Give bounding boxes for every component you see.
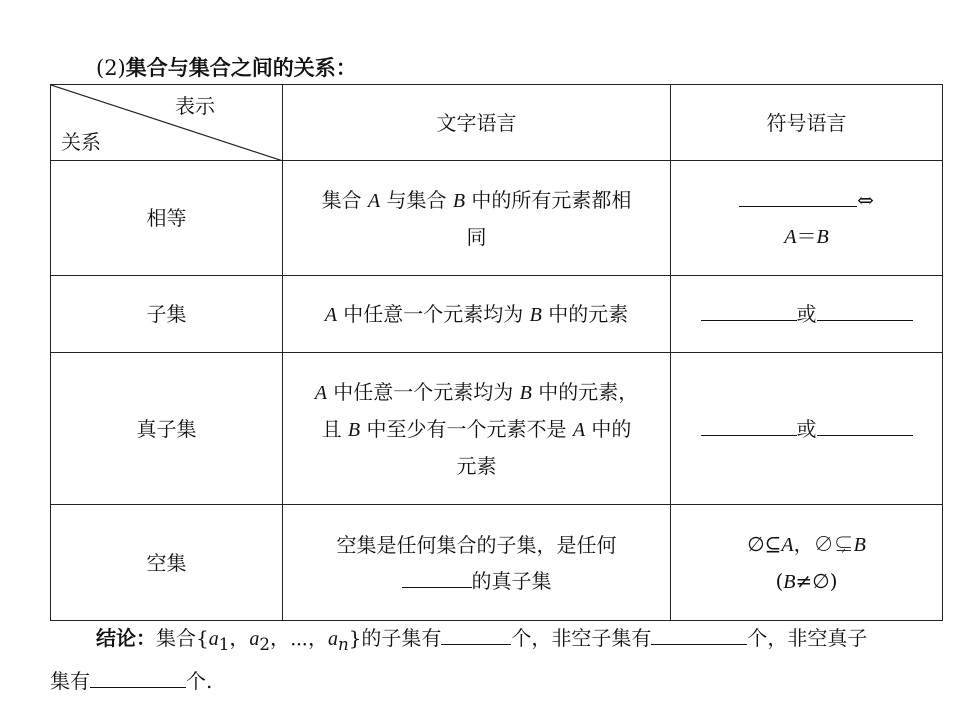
heading-prefix: (2) [96, 56, 126, 80]
answer-blank[interactable] [651, 620, 747, 645]
column-header-text: 文字语言 [283, 85, 671, 161]
text-desc-subset: A 中任意一个元素均为 B 中的元素 [283, 276, 671, 353]
iff-symbol: ⇔ [857, 187, 874, 212]
relation-name-empty-set: 空集 [51, 505, 283, 621]
answer-blank[interactable] [402, 563, 472, 588]
heading-title: 集合与集合之间的关系： [125, 55, 357, 80]
text-desc-empty-set: 空集是任何集合的子集，是任何 的真子集 [283, 505, 671, 621]
answer-blank[interactable] [817, 296, 913, 321]
answer-blank[interactable] [817, 411, 913, 436]
symbol-equal: ⇔ A＝B [671, 161, 943, 276]
conclusion-label: 结论： [96, 626, 156, 650]
answer-blank[interactable] [701, 296, 797, 321]
table-row [51, 353, 943, 505]
symbol-subset: 或 [671, 276, 943, 353]
answer-blank[interactable] [739, 182, 857, 207]
table-header-row [51, 85, 943, 161]
table-row [51, 505, 943, 621]
symbol-proper-subset: 或 [671, 353, 943, 505]
answer-blank[interactable] [90, 663, 186, 688]
relation-name-subset: 子集 [51, 276, 283, 353]
column-header-symbol: 符号语言 [671, 85, 943, 161]
section-heading [96, 52, 357, 82]
conclusion-paragraph: 结论：集合{$a_1$，$a_2$，⋯，$a_n$}的子集有 个，非空子集有 个，非空真子 集有 个. [50, 620, 950, 699]
table-row [51, 161, 943, 276]
relation-name-equal: 相等 [51, 161, 283, 276]
table-row [51, 276, 943, 353]
answer-blank[interactable] [441, 620, 511, 645]
text-desc-equal: 集合 A 与集合 B 中的所有元素都相 同 [283, 161, 671, 276]
set-relations-table [50, 84, 943, 621]
answer-blank[interactable] [701, 411, 797, 436]
symbol-empty-set: ∅⊆A，∅⊊B (B≠∅) [671, 505, 943, 621]
relation-name-proper-subset: 真子集 [51, 353, 283, 505]
corner-bottom-label: 关系 [61, 130, 101, 154]
corner-top-label: 表示 [175, 94, 215, 118]
diagonal-header-cell [51, 85, 283, 161]
text-desc-proper-subset: A 中任意一个元素均为 B 中的元素， 且 B 中至少有一个元素不是 A 中的 元素 [283, 353, 671, 505]
